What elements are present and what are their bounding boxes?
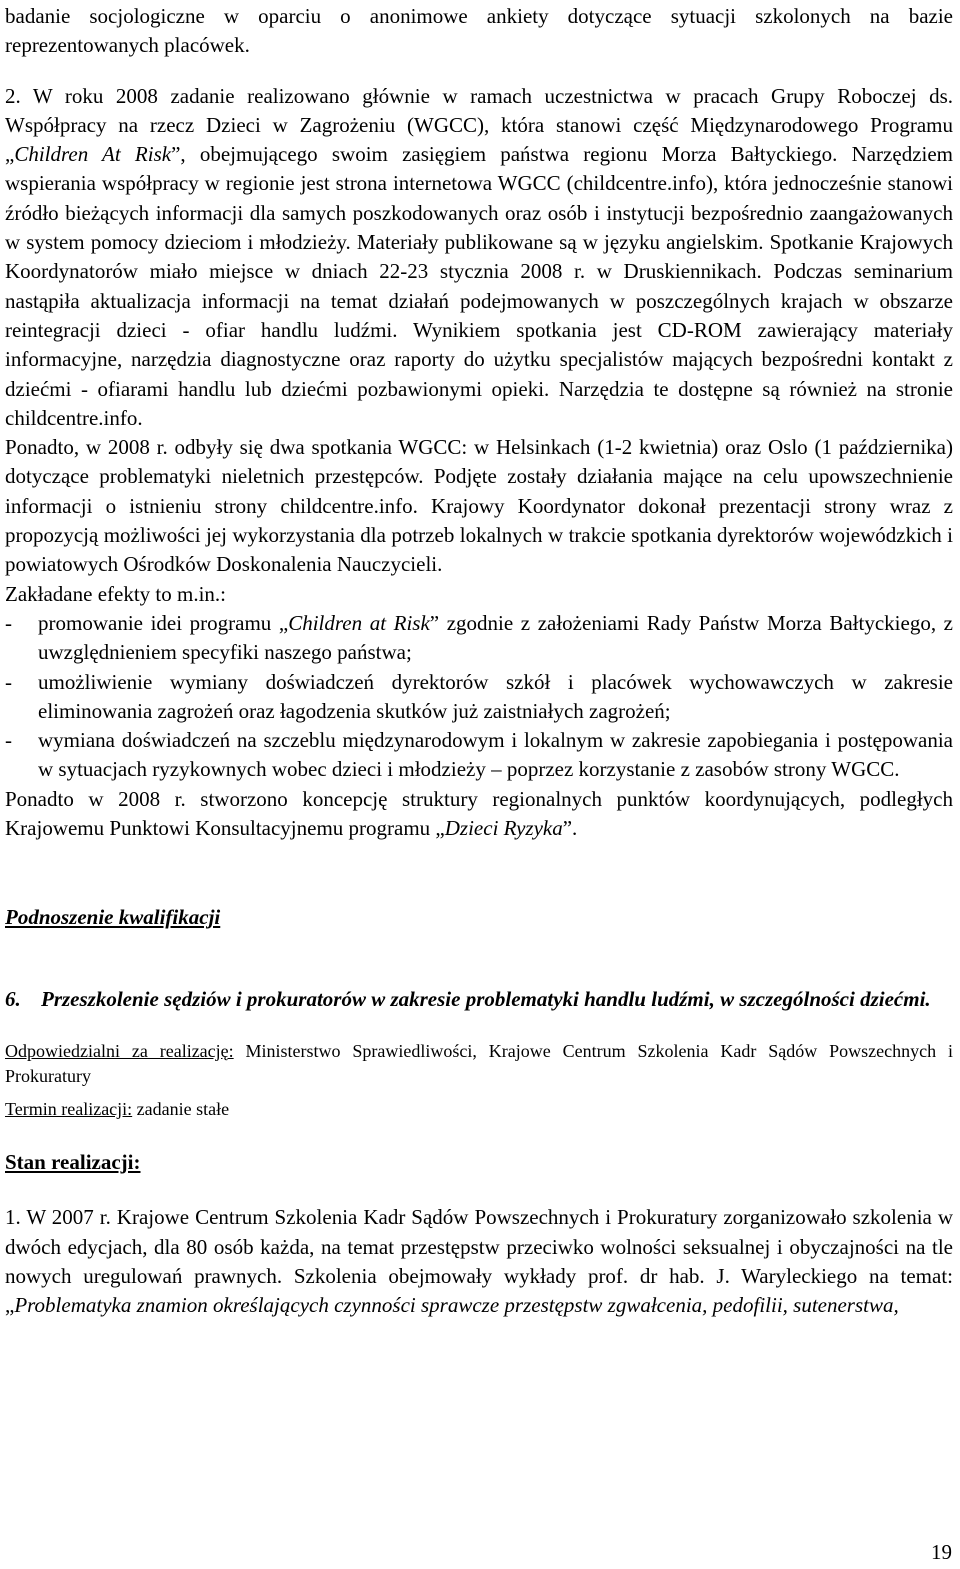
wgcc-text-b: ”, obejmującego swoim zasięgiem państwa regionu Morza Bałtyckiego. Narzędziem wspierania współpracy w regionie jest strona internetowa WGCC (childcentre.info), która jednocześnie stanowi źródło bieżących informacji dla samych poszkodowanych oraz osób i instytucji bezpośrednio zaangażowanych w system pomocy dzieciom i młodzieży. Materiały publikowane są w języku angielskim. Spotkanie Krajowych Koordynatorów miało miejsce w dniach 22-23 stycznia 2008 r. w Druskiennikach. Podczas seminarium nastąpiła aktualizacja informacji na temat działań podejmowanych w poszczególnych krajach w obszarze reintegracji dzieci - ofiar handlu ludźmi. Wynikiem spotkania jest CD-ROM zawierający materiały informacyjne, narzędzia diagnostyczne oraz raporty do użytku specjalistów mających bezpośredni kontakt z dziećmi - ofiarami handlu lub dziećmi pozbawionymi opieki. Narzędzia te dostępne są również na stronie childcentre.info. bbox=[5, 142, 954, 430]
list-dash: - bbox=[5, 610, 12, 635]
deadline-line bbox=[5, 1097, 953, 1122]
list-item-text-b: ” zgodnie z założeniami Rady Państw Morza Bałtyckiego, z uwzględnieniem specyfiki naszego państwa; bbox=[38, 610, 953, 665]
status-paragraph bbox=[5, 1203, 953, 1320]
list-item bbox=[5, 668, 953, 727]
item-title: Przeszkolenie sędziów i prokuratorów w zakresie problematyki handlu ludźmi, w szczególności dziećmi. bbox=[41, 986, 931, 1011]
responsible-value: Ministerstwo Sprawiedliwości, Krajowe Centrum Szkolenia Kadr Sądów Powszechnych i Prokuratury bbox=[5, 1040, 953, 1086]
item-heading bbox=[5, 985, 953, 1014]
regional-points-paragraph bbox=[5, 785, 953, 844]
wgcc-program-name: Children At Risk bbox=[14, 142, 172, 167]
list-item-text: umożliwienie wymiany doświadczeń dyrektorów szkół i placówek wychowawczych w zakresie eliminowania zagrożeń oraz łagodzenia skutków już zaistniałych zagrożeń; bbox=[38, 669, 953, 723]
list-item bbox=[5, 609, 953, 668]
status-italic-text: Problematyka znamion określających czynności sprawcze przestępstw zgwałcenia, pedofilii, sutenerstwa, bbox=[14, 1293, 899, 1318]
deadline-label: Termin realizacji: bbox=[5, 1098, 133, 1119]
regional-program-name: Dzieci Ryzyka bbox=[444, 816, 563, 841]
list-item-text: wymiana doświadczeń na szczeblu międzynarodowym i lokalnym w zakresie zapobiegania i postępowania w sytuacjach ryzykownych wobec dzieci i młodzieży – poprzez korzystanie z zasobów strony WGCC. bbox=[38, 728, 953, 782]
page-number: 19 bbox=[931, 1540, 952, 1564]
list-dash: - bbox=[5, 728, 12, 753]
wgcc-paragraph bbox=[5, 82, 953, 434]
effects-label: Zakładane efekty to m.in.: bbox=[5, 581, 227, 606]
responsible-line bbox=[5, 1039, 953, 1089]
intro-paragraph: badanie socjologiczne w oparciu o anonimowe ankiety dotyczące sytuacji szkolonych na bazie reprezentowanych placówek. bbox=[5, 4, 953, 58]
regional-text-a: Ponadto w 2008 r. stworzono koncepcję struktury regionalnych punktów koordynujących, podległych Krajowemu Punktowi Konsultacyjnemu programu „ bbox=[5, 786, 953, 841]
regional-text-b: ”. bbox=[562, 816, 578, 841]
responsible-label: Odpowiedzialni za realizację: bbox=[5, 1040, 234, 1061]
list-item bbox=[5, 726, 953, 785]
section-title: Podnoszenie kwalifikacji bbox=[5, 905, 221, 930]
meetings-paragraph: Ponadto, w 2008 r. odbyły się dwa spotkania WGCC: w Helsinkach (1-2 kwietnia) oraz Oslo (1 października) dotyczące problematyki nieletnich przestępców. Podjęte zostały działania mające na celu upowszechnienie informacji o istnieniu strony childcentre.info. Krajowy Koordynator dokonał prezentacji strony wraz z propozycją możliwości jej wykorzystania dla potrzeb lokalnych w trakcie spotkania dyrektorów wojewódzkich i powiatowych Ośrodków Doskonalenia Nauczycieli. bbox=[5, 435, 953, 577]
status-heading: Stan realizacji: bbox=[5, 1149, 141, 1174]
effects-list bbox=[5, 609, 953, 785]
list-item-italic: Children at Risk bbox=[288, 610, 430, 635]
list-item-text-a: promowanie idei programu „ bbox=[38, 610, 289, 635]
wgcc-text-a: 2. W roku 2008 zadanie realizowano głównie w ramach uczestnictwa w pracach Grupy Roboczej ds. Współpracy na rzecz Dzieci w Zagrożeniu (WGCC), która stanowi część Międzynarodowego Programu „ bbox=[5, 83, 953, 167]
document-page bbox=[5, 0, 953, 1320]
deadline-value: zadanie stałe bbox=[132, 1098, 230, 1119]
list-dash: - bbox=[5, 669, 12, 694]
status-text-a: 1. W 2007 r. Krajowe Centrum Szkolenia Kadr Sądów Powszechnych i Prokuratury zorganizowało szkolenia w dwóch edycjach, dla 80 osób każda, na temat przestępstw przeciwko wolności seksualnej i obyczajności na tle nowych uregulowań prawnych. Szkolenia obejmowały wykłady prof. dr hab. J. Waryleckiego na temat: „ bbox=[5, 1205, 953, 1318]
list-item-text bbox=[38, 609, 953, 668]
item-number: 6. bbox=[5, 986, 21, 1011]
